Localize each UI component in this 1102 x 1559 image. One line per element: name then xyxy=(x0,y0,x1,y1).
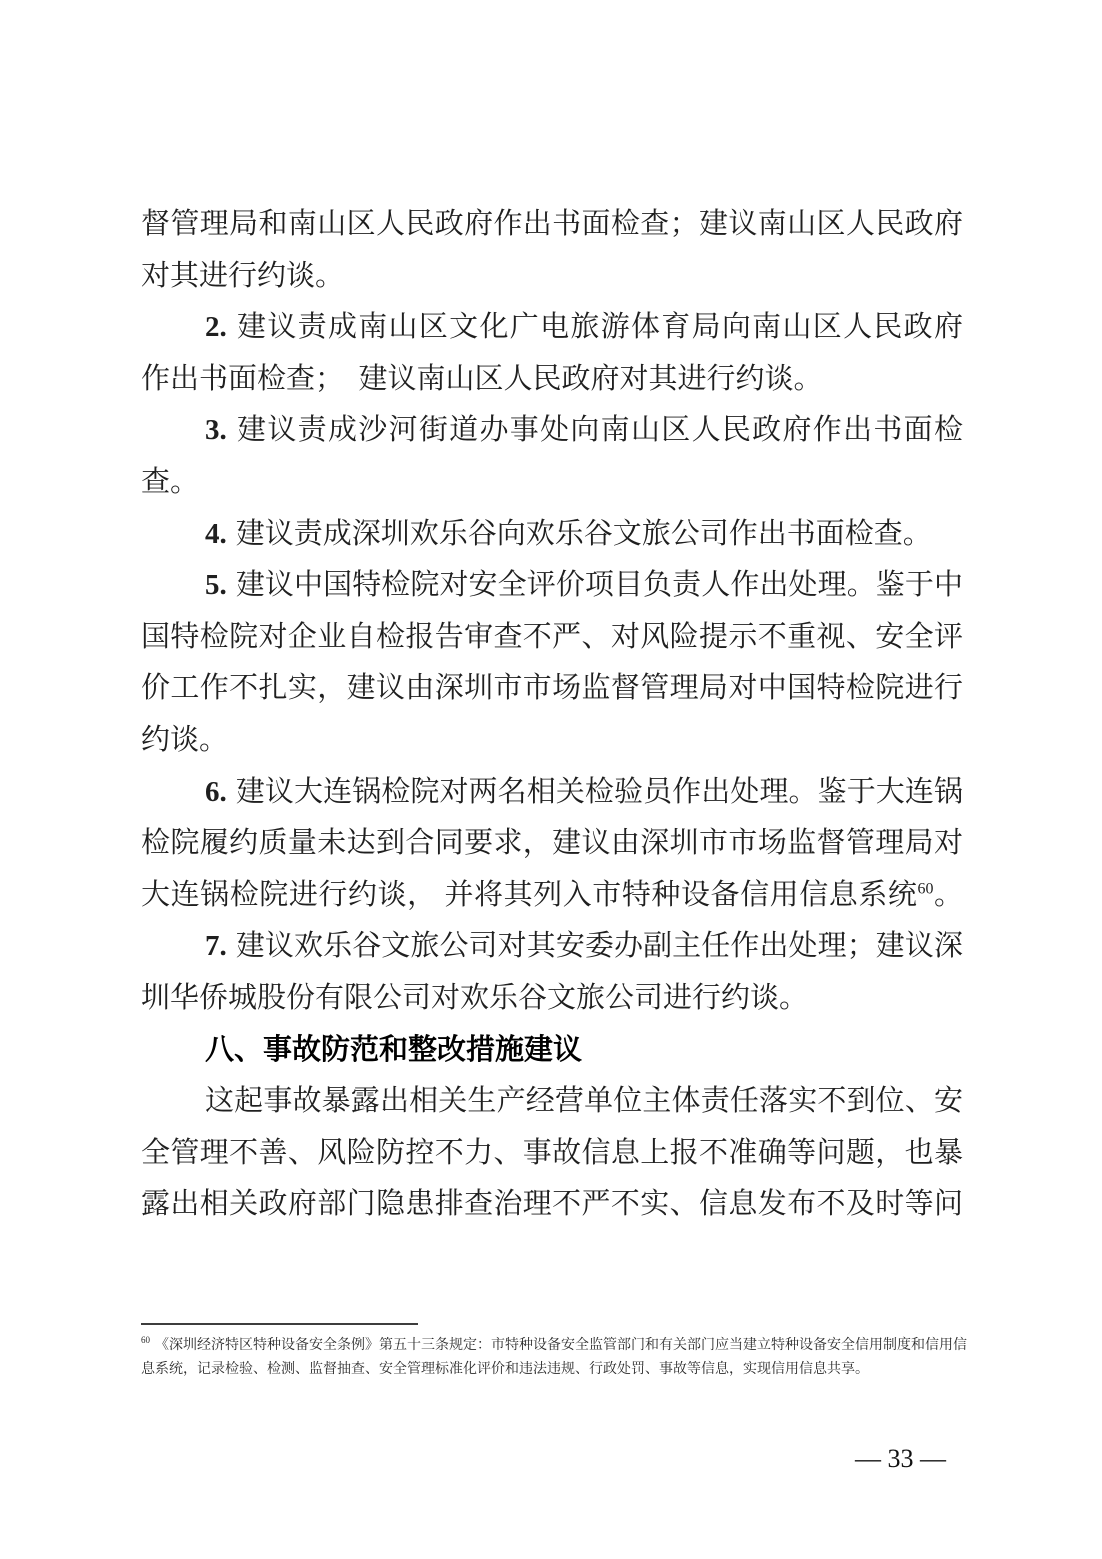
text-line: 价工作不扎实，建议由深圳市市场监督管理局对中国特检院进行 xyxy=(141,672,963,705)
text-line: 息系统，记录检验、检测、监督抽查、安全管理标准化评价和违法违规、行政处罚、事故等信息，实现信用信息共享。 xyxy=(141,1362,869,1377)
text-line: 5. 建议中国特检院对安全评价项目负责人作出处理。鉴于中 xyxy=(205,569,963,602)
footnote-reference: 60 xyxy=(917,880,934,898)
footnote-reference: 60 xyxy=(141,1335,150,1346)
page-number: — 33 — xyxy=(855,1444,946,1473)
list-number: 7. xyxy=(205,930,227,963)
text-line: 6. 建议大连锅检院对两名相关检验员作出处理。鉴于大连锅 xyxy=(205,775,963,808)
list-number: 2. xyxy=(205,311,227,344)
text-line: 2. 建议责成南山区文化广电旅游体育局向南山区人民政府 xyxy=(205,311,963,344)
section-heading: 八、事故防范和整改措施建议 xyxy=(205,1033,583,1066)
text-line: 检院履约质量未达到合同要求，建议由深圳市市场监督管理局对 xyxy=(141,827,963,860)
text-line: 对其进行约谈。 xyxy=(141,259,345,292)
text-line: 露出相关政府部门隐患排查治理不严不实、信息发布不及时等问 xyxy=(141,1188,963,1221)
text-line: 作出书面检查； 建议南山区人民政府对其进行约谈。 xyxy=(141,362,823,395)
list-number: 5. xyxy=(205,569,227,602)
text-line: 3. 建议责成沙河街道办事处向南山区人民政府作出书面检 xyxy=(205,414,963,447)
list-number: 4. xyxy=(205,517,227,550)
footnote xyxy=(141,1334,997,1382)
list-number: 3. xyxy=(205,414,227,447)
text-line: 督管理局和南山区人民政府作出书面检查；建议南山区人民政府 xyxy=(141,208,963,240)
text-line: 约谈。 xyxy=(141,723,229,756)
text-line: 7. 建议欢乐谷文旅公司对其安委办副主任作出处理；建议深 xyxy=(205,930,963,963)
document-body xyxy=(141,199,963,1231)
text-line: 4. 建议责成深圳欢乐谷向欢乐谷文旅公司作出书面检查。 xyxy=(205,517,932,550)
text-line: 大连锅检院进行约谈， 并将其列入市特种设备信用信息系统$^{60}$。 xyxy=(141,878,963,911)
list-number: 6. xyxy=(205,775,227,808)
text-line: $^{60}$ 《深圳经济特区特种设备安全条例》第五十三条规定：市特种设备安全监管部门和有关部门应当建立特种设备安全信用制度和信用信 xyxy=(141,1335,967,1353)
text-line: 这起事故暴露出相关生产经营单位主体责任落实不到位、安 xyxy=(205,1085,963,1118)
text-line: 全管理不善、风险防控不力、事故信息上报不准确等问题，也暴 xyxy=(141,1136,963,1169)
footnote-separator xyxy=(141,1323,418,1325)
text-line: 查。 xyxy=(141,465,200,498)
text-line: 圳华侨城股份有限公司对欢乐谷文旅公司进行约谈。 xyxy=(141,981,809,1014)
text-line: 国特检院对企业自检报告审查不严、对风险提示不重视、安全评 xyxy=(141,620,963,653)
